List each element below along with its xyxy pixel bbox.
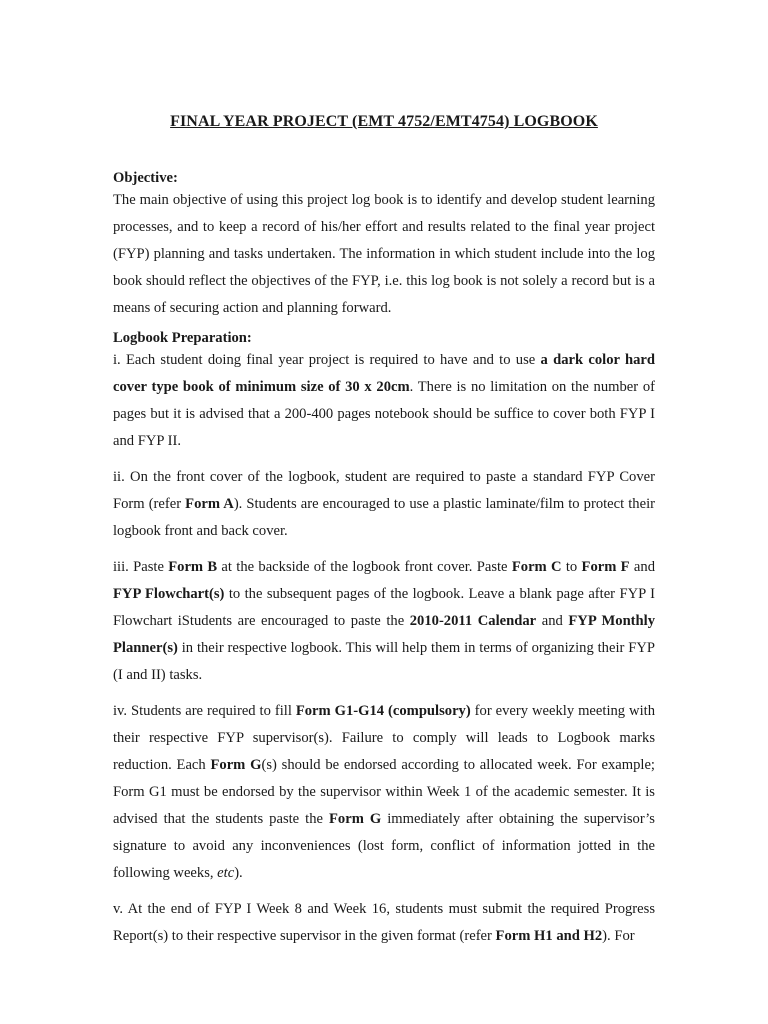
preparation-item-5 bbox=[113, 896, 655, 950]
item-2-text: ii. On the front cover of the logbook, student are required to paste a standard FYP Cover Form (refer bbox=[113, 469, 655, 512]
item-4-text-2: for every weekly meeting with their respective FYP supervisor(s). Failure to comply will leads to Logbook marks reduction. Each bbox=[113, 703, 655, 773]
item-3-text-6: and bbox=[536, 613, 569, 629]
item-3-text-7: in their respective logbook. This will help them in terms of organizing their FYP (I and II) tasks. bbox=[113, 640, 655, 683]
item-3-text-4: and bbox=[629, 559, 655, 575]
item-3-text: iii. Paste bbox=[113, 559, 169, 575]
item-4-bold-form-g-2: Form G bbox=[329, 811, 382, 827]
preparation-item-3 bbox=[113, 554, 655, 689]
item-5-bold-form-h: Form H1 and H2 bbox=[495, 928, 603, 944]
item-4-bold-form-g: Form G bbox=[210, 757, 262, 773]
item-3-bold-form-b: Form B bbox=[168, 559, 218, 575]
document-title: FINAL YEAR PROJECT (EMT 4752/EMT4754) LOGBOOK bbox=[170, 113, 598, 130]
item-3-bold-form-c: Form C bbox=[511, 559, 562, 575]
item-3-bold-form-f: Form F bbox=[581, 559, 630, 575]
document-page bbox=[113, 108, 655, 950]
preparation-item-4 bbox=[113, 698, 655, 887]
objective-heading: Objective: bbox=[113, 170, 178, 186]
item-3-bold-flowchart: FYP Flowchart(s) bbox=[113, 586, 225, 602]
item-2-bold-form-a: Form A bbox=[185, 496, 234, 512]
item-1-text-cont: . There is no limitation on the number of pages but it is advised that a 200-400 pages notebook should be suffice to cover both FYP I and FYP II. bbox=[113, 379, 655, 449]
item-3-bold-calendar: 2010-2011 Calendar bbox=[409, 613, 537, 629]
item-4-text-5: ). bbox=[234, 865, 243, 881]
item-3-text-5: to the subsequent pages of the logbook. Leave a blank page after FYP I Flowchart iStudents are encouraged to paste the bbox=[113, 586, 655, 629]
item-3-text-2: at the backside of the logbook front cover. Paste bbox=[217, 559, 512, 575]
item-4-bold-form-g1-g14: Form G1-G14 (compulsory) bbox=[295, 703, 471, 719]
item-1-bold-book-spec: a dark color hard cover type book of minimum size of 30 x 20cm bbox=[113, 352, 655, 395]
preparation-item-2 bbox=[113, 464, 655, 545]
item-3-text-3: to bbox=[561, 559, 582, 575]
item-4-italic-etc: etc bbox=[217, 865, 235, 881]
item-5-text-cont: ). For bbox=[602, 928, 635, 944]
item-5-text: v. At the end of FYP I Week 8 and Week 16, students must submit the required Progress Report(s) to their respective supervisor in the given format (refer bbox=[113, 901, 655, 944]
preparation-item-1 bbox=[113, 347, 655, 455]
item-4-text-4: immediately after obtaining the supervisor’s signature to avoid any inconveniences (lost form, conflict of information jotted in the following weeks, bbox=[113, 811, 655, 881]
preparation-heading: Logbook Preparation: bbox=[113, 330, 252, 346]
item-3-bold-planner: FYP Monthly Planner(s) bbox=[113, 613, 656, 656]
objective-paragraph: The main objective of using this project log book is to identify and develop student learning processes, and to keep a record of his/her effort and results related to the final year project (FYP) planning and tasks undertaken. The information in which student include into the log book should reflect the objectives of the FYP, i.e. this log book is not solely a record but is a means of securing action and planning forward. bbox=[113, 192, 655, 316]
item-4-text-3: (s) should be endorsed according to allocated week. For example; Form G1 must be endorsed by the supervisor within Week 1 of the academic semester. It is advised that the students paste the bbox=[113, 757, 655, 827]
item-4-text: iv. Students are required to fill bbox=[113, 703, 296, 719]
item-2-text-cont: ). Students are encouraged to use a plastic laminate/film to protect their logbook front and back cover. bbox=[113, 496, 655, 539]
item-1-text: i. Each student doing final year project is required to have and to use bbox=[113, 352, 541, 368]
